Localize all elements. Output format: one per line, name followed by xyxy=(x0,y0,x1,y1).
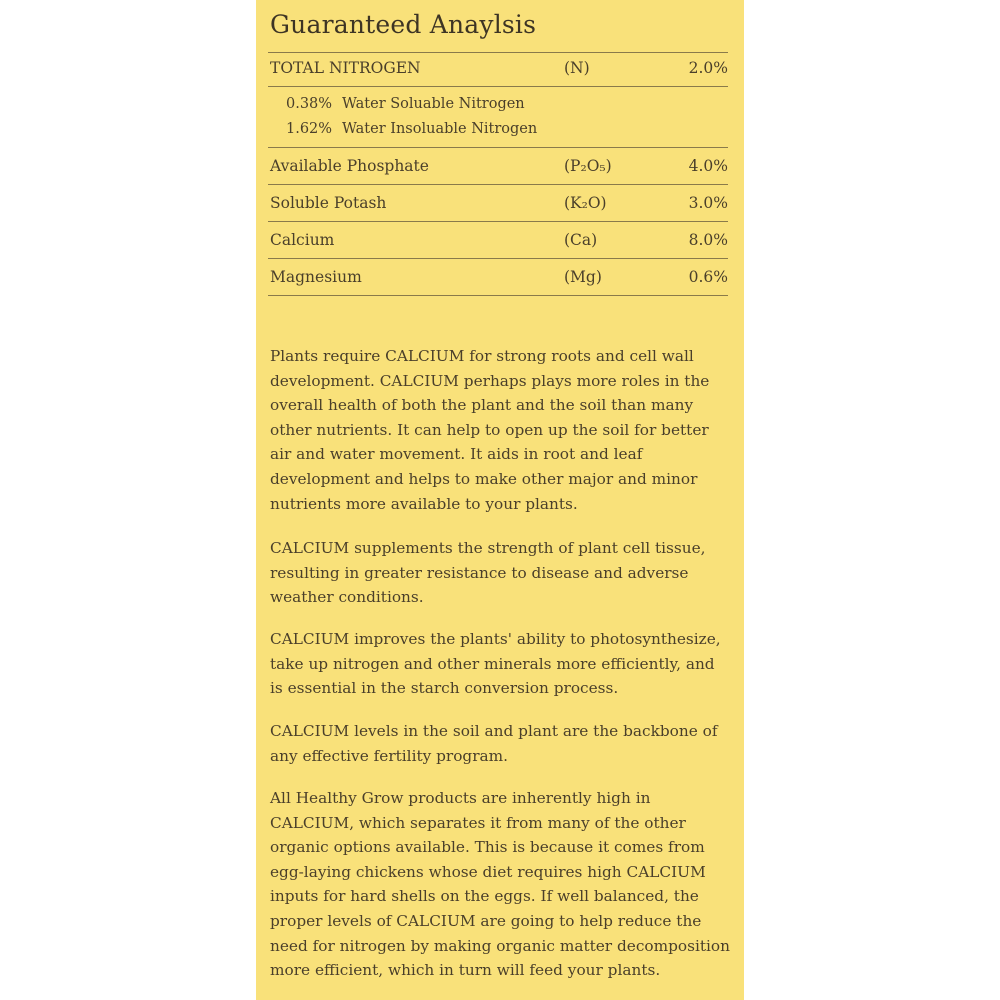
product-label-panel xyxy=(256,0,744,1000)
analysis-row xyxy=(270,155,730,177)
table-divider xyxy=(268,221,728,222)
breakdown-percent: 1.62% xyxy=(286,121,333,137)
table-divider xyxy=(268,258,728,259)
nutrient-symbol: (Mg) xyxy=(564,268,602,286)
nutrient-name: Calcium xyxy=(270,231,335,249)
analysis-row xyxy=(270,266,730,288)
nutrient-name: Soluble Potash xyxy=(270,194,387,212)
table-divider xyxy=(268,147,728,148)
nutrient-value: 2.0% xyxy=(688,59,728,77)
nutrient-name: Available Phosphate xyxy=(270,157,429,175)
breakdown-label: Water Soluable Nitrogen xyxy=(342,96,525,112)
nitrogen-breakdown-item xyxy=(286,118,537,140)
body-paragraph: CALCIUM levels in the soil and plant are the backbone of any effective fertility program. xyxy=(270,722,718,765)
nutrient-symbol: (N) xyxy=(564,59,590,77)
table-divider xyxy=(268,184,728,185)
breakdown-percent: 0.38% xyxy=(286,96,333,112)
nutrient-name: TOTAL NITROGEN xyxy=(270,59,421,77)
nutrient-symbol: (K₂O) xyxy=(564,194,607,212)
breakdown-label: Water Insoluable Nitrogen xyxy=(342,121,538,137)
nutrient-value: 8.0% xyxy=(688,231,728,249)
nutrient-value: 0.6% xyxy=(688,268,728,286)
analysis-title: Guaranteed Anaylsis xyxy=(270,10,537,39)
analysis-row xyxy=(270,229,730,251)
table-divider xyxy=(268,52,728,53)
nutrient-symbol: (Ca) xyxy=(564,231,598,249)
analysis-row xyxy=(270,192,730,214)
body-paragraph: All Healthy Grow products are inherently high in CALCIUM, which separates it from many of the other organic options available. This is because it comes from egg-laying chickens whose diet requires high CALCIUM inputs for hard shells on the eggs. If well balanced, the proper levels of CALCIUM are going to help reduce the need for nitrogen by making organic matter decomposition more efficient, which in turn will feed your plants. xyxy=(270,789,730,980)
nutrient-symbol: (P₂O₅) xyxy=(564,157,612,175)
table-divider xyxy=(268,86,728,87)
body-paragraph: CALCIUM improves the plants' ability to photosynthesize, take up nitrogen and other minerals more efficiently, and is essential in the starch conversion process. xyxy=(270,630,721,698)
nutrient-value: 4.0% xyxy=(688,157,728,175)
nitrogen-breakdown-item xyxy=(286,93,525,115)
body-paragraph: CALCIUM supplements the strength of plant cell tissue, resulting in greater resistance to disease and adverse weather conditions. xyxy=(270,539,706,607)
body-paragraph: Plants require CALCIUM for strong roots and cell wall development. CALCIUM perhaps plays more roles in the overall health of both the plant and the soil than many other nutrients. It can help to open up the soil for better air and water movement. It aids in root and leaf development and helps to make other major and minor nutrients more available to your plants. xyxy=(270,347,710,513)
nutrient-value: 3.0% xyxy=(688,194,728,212)
analysis-row-nitrogen xyxy=(270,57,730,79)
nutrient-name: Magnesium xyxy=(270,268,362,286)
table-divider xyxy=(268,295,728,296)
